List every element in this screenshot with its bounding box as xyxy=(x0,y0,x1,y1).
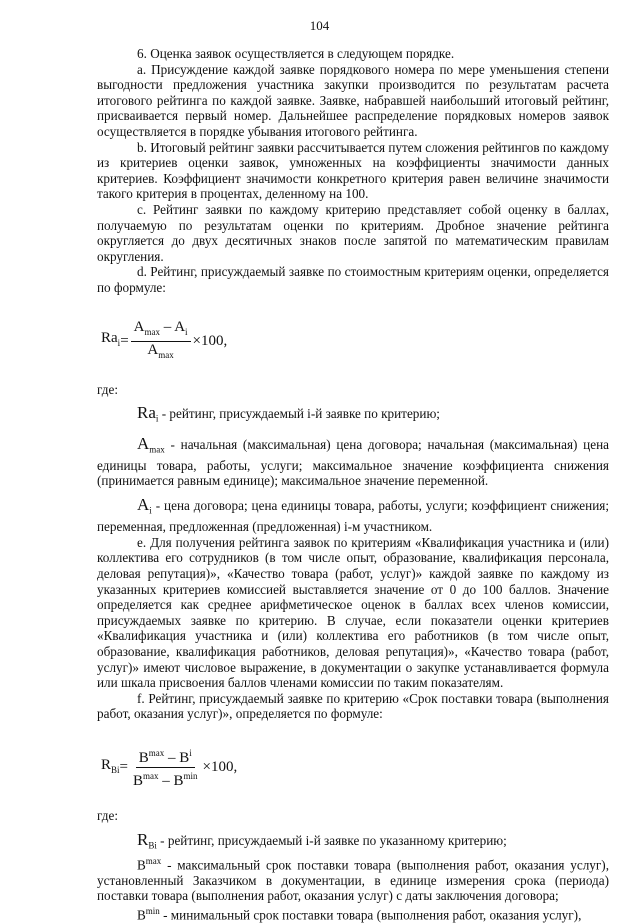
paragraph-f: f. Рейтинг, присуждаемый заявке по критерию «Срок поставки товара (выполнения работ, оказания услуг)», определяется по формуле: xyxy=(97,690,609,722)
definition-ra: $Ra_i$ - рейтинг, присуждаемый i-й заявке по критерию; xyxy=(137,403,440,424)
where-label-2: где: xyxy=(97,808,118,824)
formula2-denominator: $B^{max} - B^{min}$ xyxy=(133,771,198,790)
formula-denominator: $A_{max}$ xyxy=(147,342,174,361)
formula2-lhs: $R_{Bi}$ xyxy=(101,756,120,775)
page-number: 104 xyxy=(309,18,330,33)
formula2-tail: , xyxy=(233,759,238,776)
paragraph-a: а. Присуждение каждой заявке порядкового номера по мере уменьшения степени выгодности предложения участника закупки производится по результатам расчета итогового рейтинга по каждой заявке. Заявке, набравшей наибольший итоговый рейтинг, присваивается первый номер. Дальнейшее распределение порядковых номеров заявок осуществляется в порядке убывания итогового рейтинга. xyxy=(97,61,609,139)
paragraph-b: b. Итоговый рейтинг заявки рассчитывается путем сложения рейтингов по каждому из критериев оценки заявок, умноженных на коэффициенты значимости данных критериев. Коэффициент значимости конкретного критерия равен величине значимости такого критерия в процентах, деленному на 100. xyxy=(97,139,609,202)
formula2-numerator: $B^{max} - B^i$ xyxy=(136,746,195,769)
definition-amax: $A_{max}$ - начальная (максимальная) цена договора; начальная (максимальная) цена единицы товара, работы, услуги; максимальное значение коэффициента снижения (принимается равным единице); максимальное значение переменной. xyxy=(97,433,609,489)
formula-numerator: $A_{max} - A_i$ xyxy=(131,320,191,343)
formula-times: ×100 xyxy=(192,332,224,349)
formula-fraction xyxy=(131,320,191,364)
where-label-1: где: xyxy=(97,381,118,397)
formula-tail: , xyxy=(223,332,228,349)
formula-term-rating xyxy=(101,746,609,790)
formula2-eq: = xyxy=(119,759,128,776)
formula-lhs: $Ra_i$ xyxy=(101,330,121,349)
formula2-fraction xyxy=(130,746,201,790)
document-body xyxy=(97,46,609,923)
formula-eq: = xyxy=(120,332,129,349)
paragraph-c: с. Рейтинг заявки по каждому критерию представляет собой оценку в баллах, получаемую по результатам оценки по критериям. Дробное значение рейтинга округляется до двух десятичных знаков после запятой по математическим правилам округления. xyxy=(97,201,609,264)
formula2-times: ×100 xyxy=(202,759,234,776)
definition-ai: $A_i$ - цена договора; цена единицы товара, работы, услуги; коэффициент снижения; переменная, предложенная (предложенная) i-м участником. xyxy=(97,494,609,535)
definition-rbi: $R_{Bi}$ - рейтинг, присуждаемый i-й заявке по указанному критерию; xyxy=(137,829,507,851)
paragraph-e: е. Для получения рейтинга заявок по критериям «Квалификация участника и (или) коллектива его сотрудников (в том числе опыт, образование, квалификация персонала, деловая репутация)», «Качество товара (работ, услуг)» каждой заявке по каждому из указанных критериев комиссией выставляется значение от 0 до 100 баллов. Значение определяется как среднее арифметическое оценок в баллах всех членов комиссии, присуждаемых заявке по критерию. В случае, если показатели оценки критериев «Квалификация участника и (или) коллектива его работников (в том числе опыт, образование, квалификация работников, деловая репутация)», «Качество товара (работ, услуг)» имеют числовое выражение, в документации о закупке устанавливается формула или шкала присвоения баллов членами комиссии по таким показателям. xyxy=(97,534,609,691)
paragraph-6: 6. Оценка заявок осуществляется в следующем порядке. xyxy=(137,46,455,61)
definition-bmax: $B^{max}$ - максимальный срок поставки товара (выполнения работ, оказания услуг), установленный Заказчиком в документации, в единице измерения срока (периода) поставки товара (выполнения работ, оказания услуг) с даты заключения договора; xyxy=(97,855,609,904)
definition-bmin: $B^{min}$ - минимальный срок поставки товара (выполнения работ, оказания услуг), xyxy=(137,906,582,923)
paragraph-d: d. Рейтинг, присуждаемый заявке по стоимостным критериям оценки, определяется по формуле: xyxy=(97,264,609,295)
formula-price-rating xyxy=(101,320,609,364)
